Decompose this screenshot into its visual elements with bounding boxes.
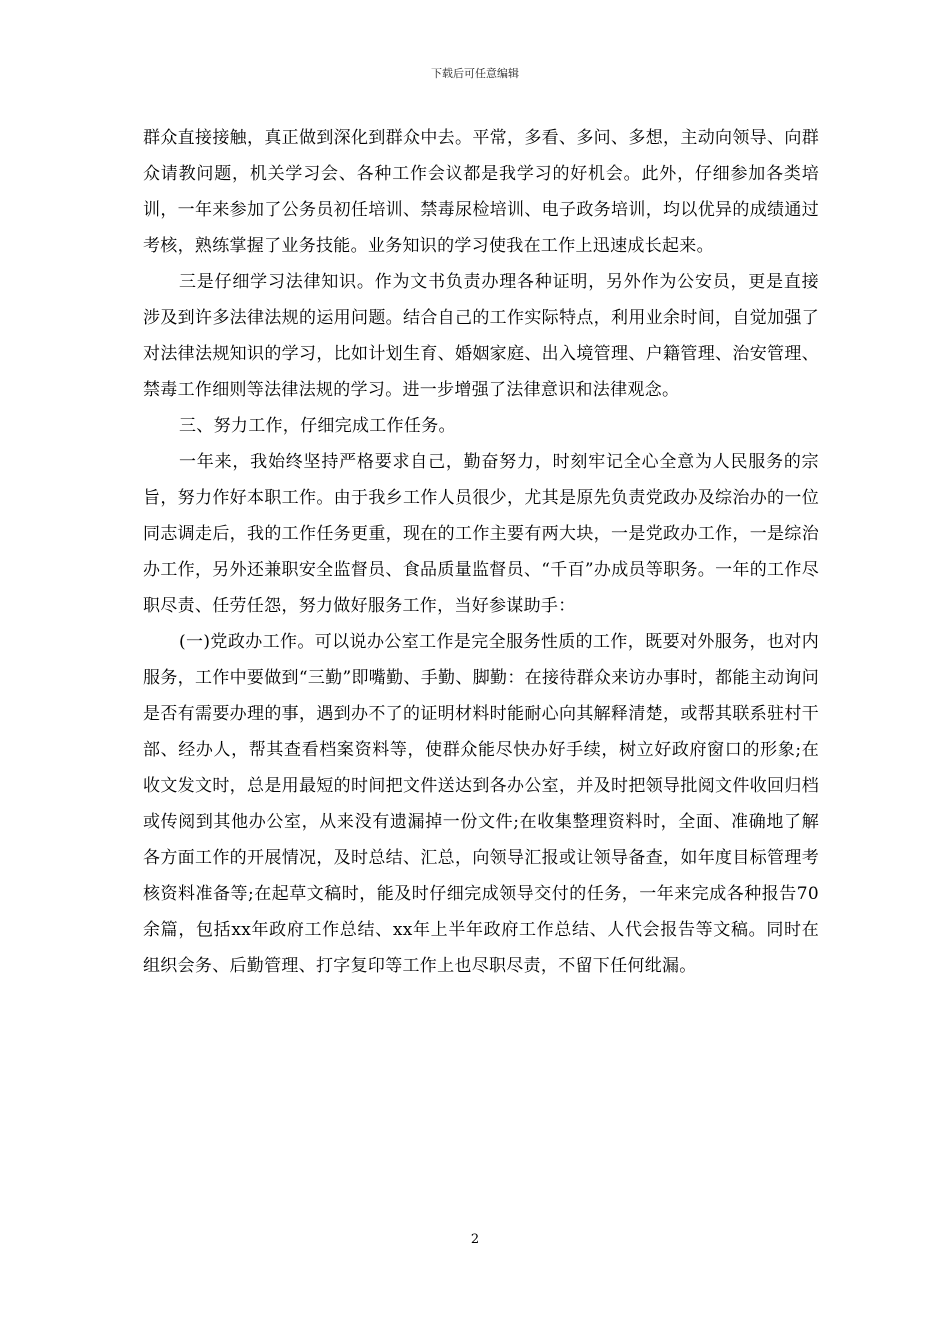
section-heading-work: 三、努力工作，仔细完成工作任务。 — [179, 416, 456, 436]
page-number: 2 — [470, 1232, 480, 1247]
paragraph-year-summary: 一年来，我始终坚持严格要求自己，勤奋努力，时刻牢记全心全意为人民服务的宗旨，努力作好本职工作。由于我乡工作人员很少，尤其是原先负责党政办及综治办的一位同志调走后，我的工作任务更重，现在的工作主要有两大块，一是党政办工作，一是综治办工作，另外还兼职安全监督员、食品质量监督员、“千百”办成员等职务。一年的工作尽职尽责、任劳任怨，努力做好服务工作，当好参谋助手： — [143, 452, 819, 616]
document-body — [143, 120, 819, 984]
paragraph-legal-study: 三是仔细学习法律知识。作为文书负责办理各种证明，另外作为公安员，更是直接涉及到许多法律法规的运用问题。结合自己的工作实际特点，利用业余时间，自觉加强了对法律法规知识的学习，比如计划生育、婚姻家庭、出入境管理、户籍管理、治安管理、禁毒工作细则等法律法规的学习。进一步增强了法律意识和法律观念。 — [143, 272, 819, 400]
paragraph-continuation: 群众直接接触，真正做到深化到群众中去。平常，多看、多问、多想，主动向领导、向群众请教问题，机关学习会、各种工作会议都是我学习的好机会。此外，仔细参加各类培训，一年来参加了公务员初任培训、禁毒尿检培训、电子政务培训，均以优异的成绩通过考核，熟练掌握了业务技能。业务知识的学习使我在工作上迅速成长起来。 — [143, 128, 819, 256]
paragraph-party-office-work: (一)党政办工作。可以说办公室工作是完全服务性质的工作，既要对外服务，也对内服务，工作中要做到“三勤”即嘴勤、手勤、脚勤：在接待群众来访办事时，都能主动询问是否有需要办理的事，遇到办不了的证明材料时能耐心向其解释清楚，或帮其联系驻村干部、经办人，帮其查看档案资料等，使群众能尽快办好手续，树立好政府窗口的形象;在收文发文时，总是用最短的时间把文件送达到各办公室，并及时把领导批阅文件收回归档或传阅到其他办公室，从来没有遗漏掉一份文件;在收集整理资料时，全面、准确地了解各方面工作的开展情况，及时总结、汇总，向领导汇报或让领导备查，如年度目标管理考核资料准备等;在起草文稿时，能及时仔细完成领导交付的任务，一年来完成各种报告70余篇，包括xx年政府工作总结、xx年上半年政府工作总结、人代会报告等文稿。同时在组织会务、后勤管理、打字复印等工作上也尽职尽责，不留下任何纰漏。 — [143, 632, 819, 976]
page-header: 下载后可任意编辑 — [431, 67, 519, 80]
